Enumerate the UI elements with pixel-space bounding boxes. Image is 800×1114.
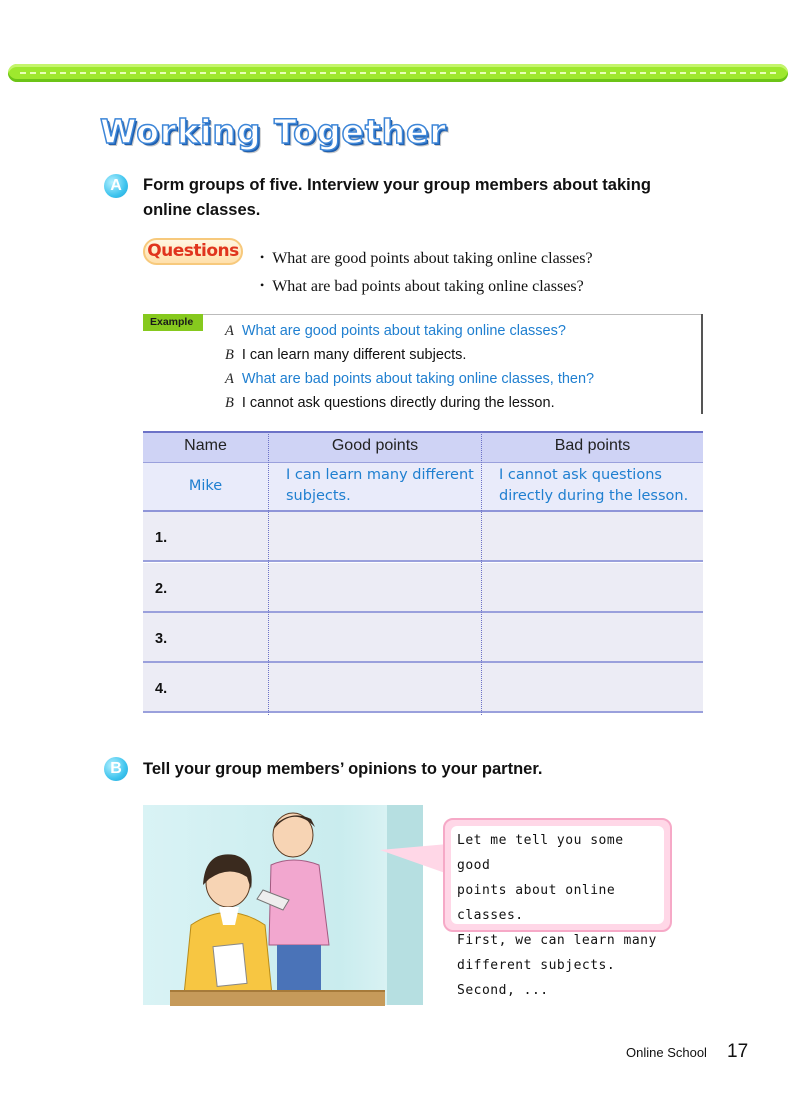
students-drawing xyxy=(143,805,423,1005)
speaker-label: A xyxy=(225,371,234,387)
row-number: 2. xyxy=(155,581,168,597)
footer-section-label: Online School xyxy=(626,1045,707,1060)
example-line-text: What are good points about taking online classes? xyxy=(241,323,566,339)
example-right-rule xyxy=(701,314,703,414)
speaker-label: A xyxy=(225,323,234,339)
speech-bubble xyxy=(443,818,672,998)
example-line-text: I cannot ask questions directly during the lesson. xyxy=(241,395,555,411)
example-line-text: I can learn many different subjects. xyxy=(241,347,467,363)
page-title: Working Together xyxy=(100,112,447,151)
table-row[interactable] xyxy=(143,563,703,613)
speech-bubble-tail xyxy=(380,840,450,880)
example-bad-cell xyxy=(499,465,688,507)
example-bad-line2: directly during the lesson. xyxy=(499,488,689,504)
table-column-divider xyxy=(481,431,482,715)
example-top-rule xyxy=(203,314,703,315)
example-name-cell: Mike xyxy=(188,478,223,494)
section-a-instruction-line2: online classes. xyxy=(143,201,261,219)
table-row[interactable] xyxy=(143,512,703,562)
section-b-badge: B xyxy=(104,757,128,781)
example-good-line2: subjects. xyxy=(286,488,351,504)
section-a-instruction xyxy=(143,173,651,223)
speech-bubble-text xyxy=(457,828,662,1003)
example-line xyxy=(225,322,566,340)
section-a-instruction-line1: Form groups of five. Interview your group members about taking xyxy=(143,176,651,194)
row-number: 3. xyxy=(155,631,168,647)
question-item: • What are bad points about taking online classes? xyxy=(260,272,593,300)
example-line xyxy=(225,370,594,388)
example-good-line1: I can learn many different xyxy=(286,467,474,483)
table-header-good-points: Good points xyxy=(331,437,419,454)
table-header-name: Name xyxy=(184,437,227,454)
example-box xyxy=(143,314,703,414)
questions-tag-label: Questions xyxy=(147,241,239,261)
table-row[interactable] xyxy=(143,663,703,713)
speaker-label: B xyxy=(225,347,234,363)
question-item: • What are good points about taking online classes? xyxy=(260,244,593,272)
table-column-divider xyxy=(268,431,269,715)
example-bad-line1: I cannot ask questions xyxy=(499,467,662,483)
students-illustration xyxy=(143,805,423,1005)
table-header-bad-points: Bad points xyxy=(554,437,631,454)
desk xyxy=(170,990,385,1006)
speaker-label: B xyxy=(225,395,234,411)
page-number: 17 xyxy=(727,1041,749,1062)
example-line xyxy=(225,346,466,364)
table-row[interactable] xyxy=(143,613,703,663)
example-tag: Example xyxy=(143,314,203,331)
questions-tag xyxy=(143,238,243,265)
example-line xyxy=(225,394,555,412)
speech-line: Let me tell you some good xyxy=(457,833,624,873)
ribbon-stitching xyxy=(20,72,776,74)
row-number: 4. xyxy=(155,681,168,697)
section-b-instruction: Tell your group members’ opinions to your partner. xyxy=(143,760,543,778)
speech-line: different subjects. Second, ... xyxy=(457,958,616,998)
row-number: 1. xyxy=(155,530,168,546)
example-good-cell xyxy=(286,465,474,507)
speech-line: First, we can learn many xyxy=(457,933,657,948)
example-line-text: What are bad points about taking online classes, then? xyxy=(241,371,595,387)
section-a-badge: A xyxy=(104,174,128,198)
speech-line: points about online classes. xyxy=(457,883,616,923)
questions-list xyxy=(260,244,593,300)
